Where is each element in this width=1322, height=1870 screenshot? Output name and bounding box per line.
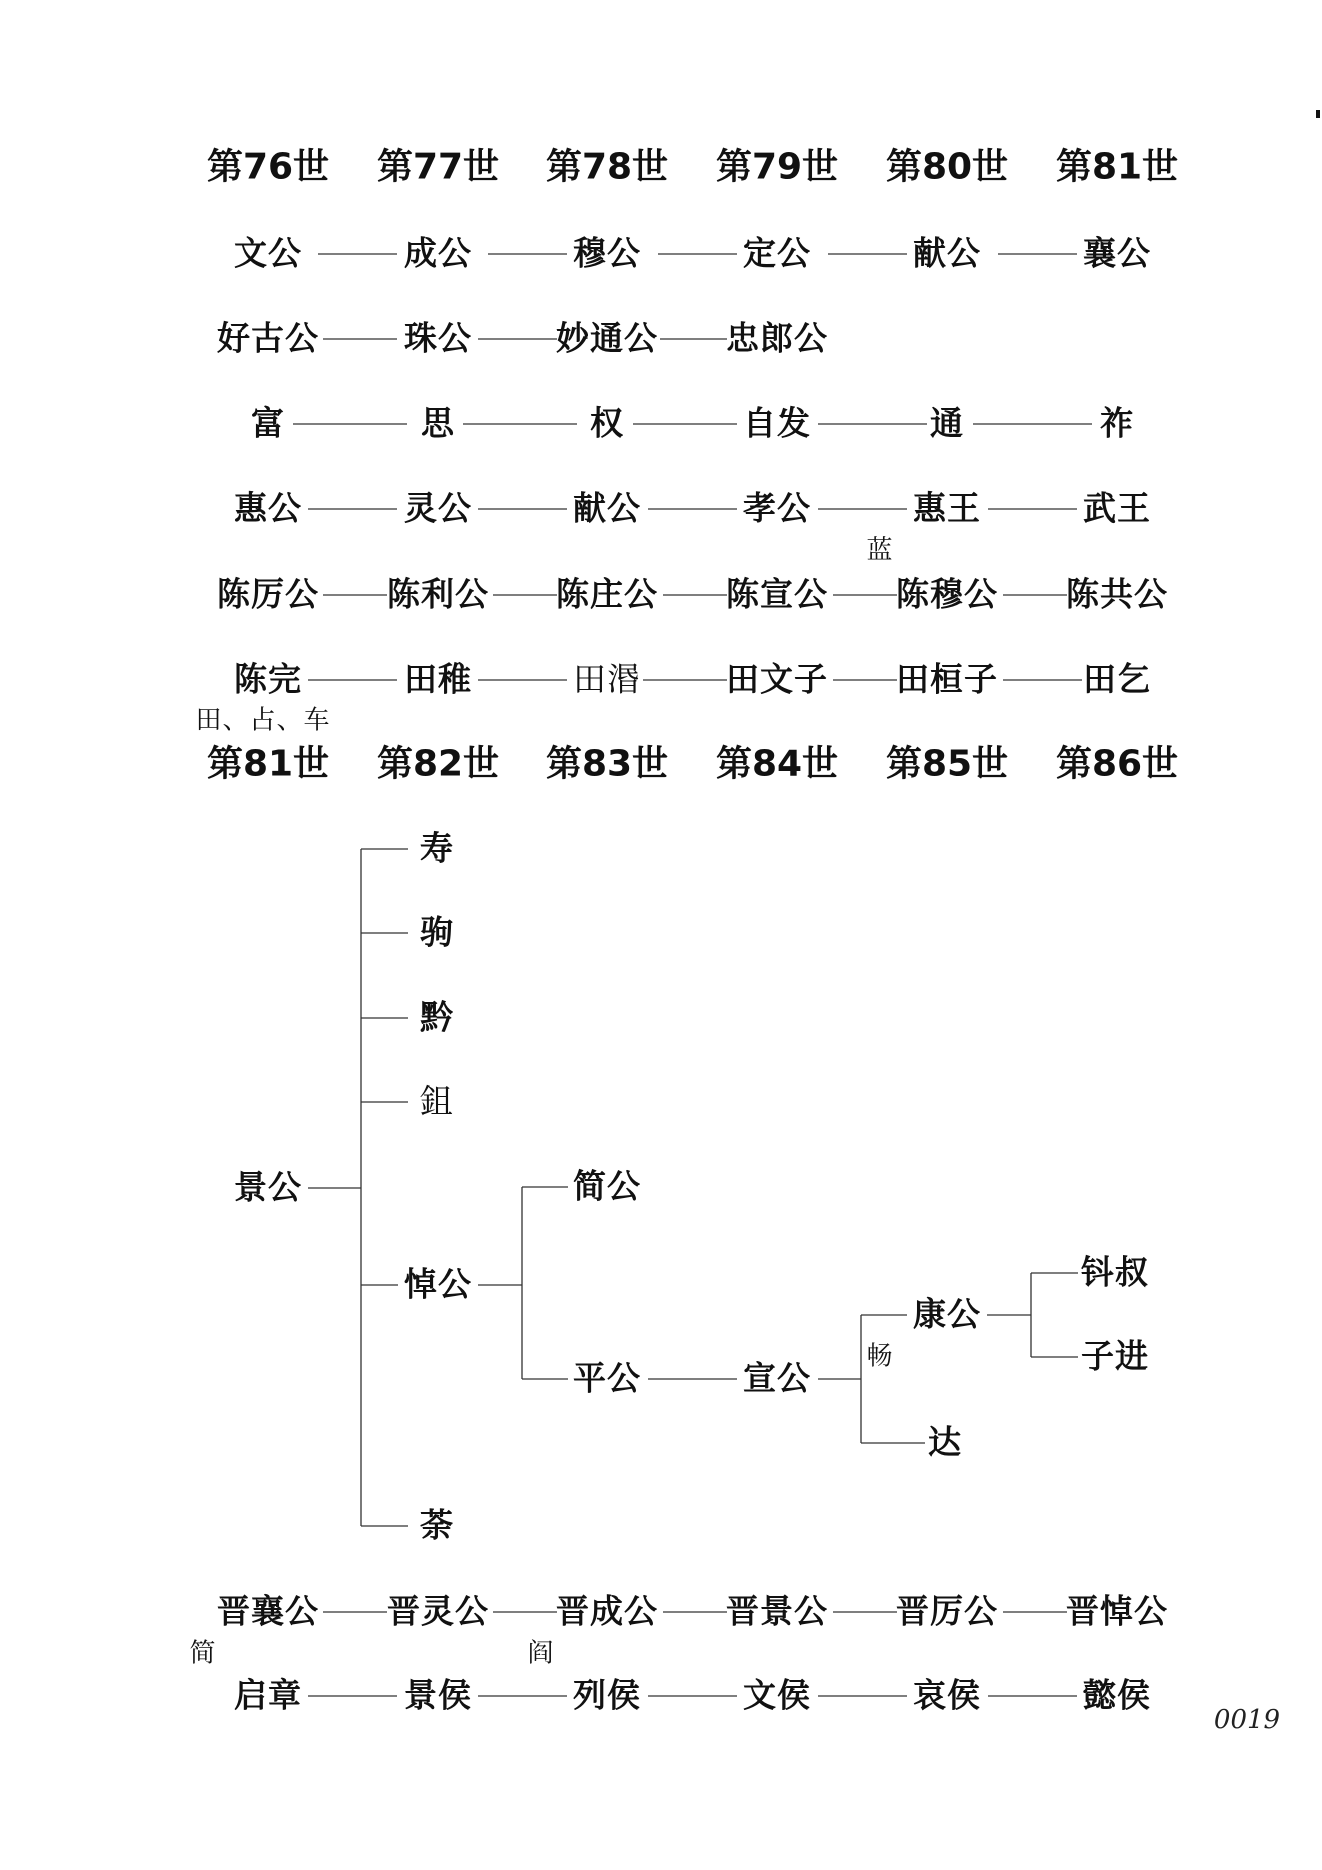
ancestor-name: 晋灵公 [387,1591,489,1631]
ancestor-name: 文公 [234,233,302,273]
ancestor-name: 田乞 [1083,659,1151,699]
ancestor-name: 启章 [234,1675,302,1715]
ancestor-name: 陈厉公 [217,574,319,614]
tree-root-name: 景公 [234,1167,302,1207]
ancestor-name: 晋厉公 [896,1591,998,1631]
ancestor-name: 晋襄公 [217,1591,319,1631]
tree-fifth-gen-name: 钭叔 [1081,1252,1149,1292]
page-number: 0019 [1213,1705,1281,1735]
tree-son-name: 寿 [420,828,454,868]
tree-grandson-name: 平公 [573,1358,641,1398]
ancestor-name: 惠王 [913,488,981,528]
ancestor-name: 惠公 [234,488,302,528]
generation-header: 第83世 [545,743,669,785]
ancestor-name: 穆公 [573,233,641,273]
tree-son-name: 荼 [420,1505,454,1545]
ancestor-name: 思 [421,403,455,443]
side-note: 畅 [866,1341,894,1372]
tree-son-name: 鉏 [420,1081,454,1121]
generation-header: 第77世 [376,146,500,188]
tree-son-name: 黔 [420,997,454,1037]
ancestor-name: 陈庄公 [556,574,658,614]
ancestor-name: 忠郎公 [726,318,828,358]
tree-grandson-name: 简公 [573,1166,641,1206]
generation-header: 第78世 [545,146,669,188]
ancestor-name: 陈共公 [1066,574,1168,614]
side-note: 田、占、车 [195,705,331,736]
ancestor-name: 襄公 [1083,233,1151,273]
generation-header: 第79世 [715,146,839,188]
ancestor-name: 晋景公 [726,1591,828,1631]
ancestor-name: 妙通公 [556,318,658,358]
ancestor-name: 田湣 [573,659,641,699]
ancestor-name: 通 [930,403,964,443]
ancestor-name: 田稚 [404,659,472,699]
generation-header: 第86世 [1055,743,1179,785]
tree-son-name: 驹 [420,912,454,952]
ancestor-name: 富 [251,403,285,443]
ancestor-name: 懿侯 [1083,1675,1151,1715]
tree-fourth-gen-name: 康公 [913,1294,981,1334]
ancestor-name: 献公 [573,488,641,528]
ancestor-name: 成公 [404,233,472,273]
generation-header: 第82世 [376,743,500,785]
ancestor-name: 晋成公 [556,1591,658,1631]
ancestor-name: 献公 [913,233,981,273]
ancestor-name: 文侯 [743,1675,811,1715]
generation-header: 第76世 [206,146,330,188]
generation-header: 第85世 [885,743,1009,785]
generation-header: 第81世 [1055,146,1179,188]
ancestor-name: 自发 [743,403,811,443]
generation-header: 第81世 [206,743,330,785]
ancestor-name: 权 [590,403,624,443]
ancestor-name: 陈利公 [387,574,489,614]
ancestor-name: 祚 [1100,403,1134,443]
ancestor-name: 陈穆公 [896,574,998,614]
ancestor-name: 武王 [1083,488,1151,528]
tree-son-name: 悼公 [404,1264,472,1304]
ancestor-name: 陈完 [234,659,302,699]
ancestor-name: 陈宣公 [726,574,828,614]
ancestor-name: 田文子 [726,659,828,699]
ancestor-name: 晋悼公 [1066,1591,1168,1631]
tree-fourth-gen-name: 达 [928,1422,962,1462]
tree-fifth-gen-name: 子进 [1081,1336,1149,1376]
ancestor-name: 珠公 [404,318,472,358]
side-note: 蓝 [866,535,894,566]
generation-header: 第84世 [715,743,839,785]
side-note: 阎 [527,1638,555,1669]
ancestor-name: 景侯 [404,1675,472,1715]
ancestor-name: 好古公 [217,318,319,358]
side-note: 简 [189,1638,217,1669]
tree-great-grandson-name: 宣公 [743,1358,811,1398]
ancestor-name: 田桓子 [896,659,998,699]
generation-header: 第80世 [885,146,1009,188]
ancestor-name: 哀侯 [913,1675,981,1715]
ancestor-name: 列侯 [573,1675,641,1715]
ancestor-name: 定公 [743,233,811,273]
ancestor-name: 灵公 [404,488,472,528]
ancestor-name: 孝公 [743,488,811,528]
